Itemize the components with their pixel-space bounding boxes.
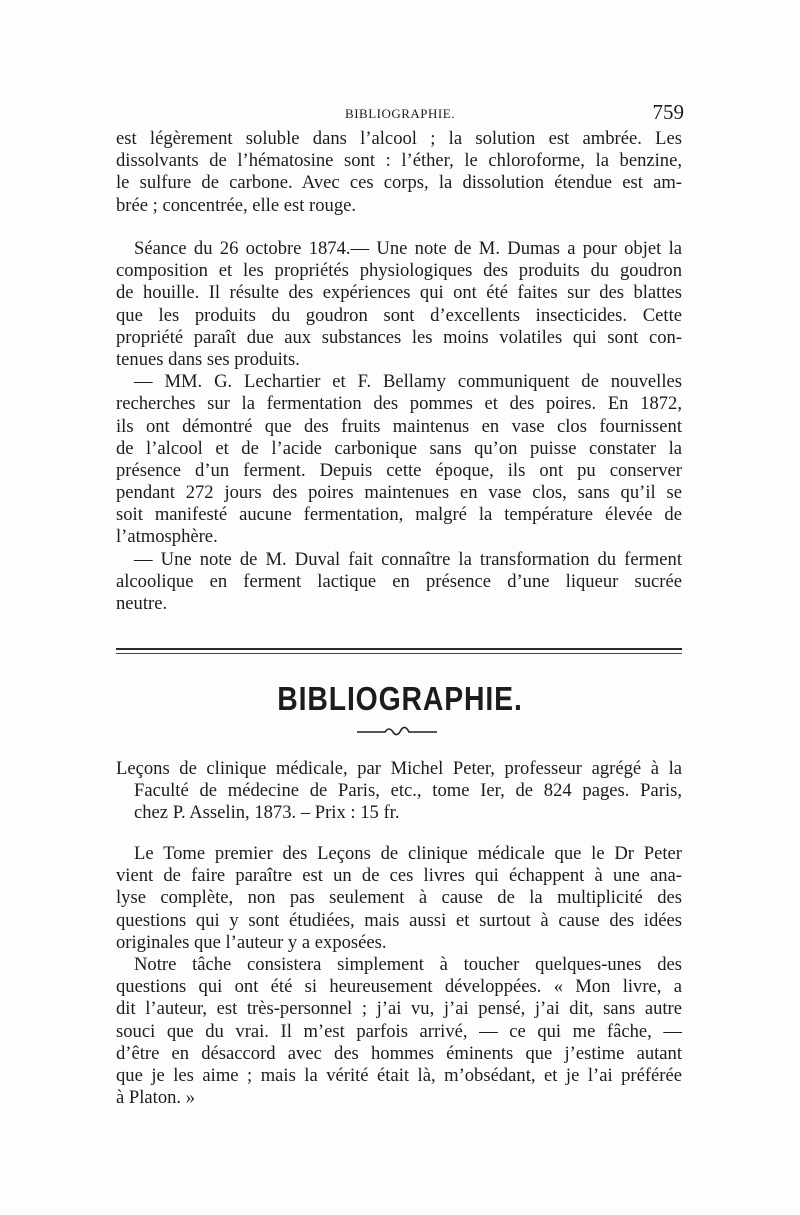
text-line: lyse complète, non pas seulement à cause de la multiplicité des [116, 887, 682, 909]
text-line: Le Tome premier des Leçons de clinique médicale que le Dr Peter [134, 843, 682, 864]
text-line: tenues dans ses produits. [116, 348, 300, 370]
citation [116, 758, 682, 825]
text-line: Notre tâche consistera simplement à toucher quelques-unes des [134, 953, 682, 975]
text-line: brée ; concentrée, elle est rouge. [116, 194, 357, 216]
citation-line: chez P. Asselin, 1873. – Prix : 15 fr. [134, 802, 400, 824]
text-line: de houille. Il résulte des expériences qui ont été faites sur des blattes [116, 282, 682, 304]
text-line: l’atmosphère. [116, 526, 218, 548]
text-line: soit manifesté aucune fermentation, malgré la température élevée de [116, 504, 682, 526]
text-line: — Une note de M. Duval fait connaître la transformation du ferment [134, 548, 682, 570]
text-line: souci que du vrai. Il m’est parfois arrivé, — ce qui me fâche, — [116, 1020, 682, 1042]
running-title: BIBLIOGRAPHIE. [345, 106, 455, 121]
text-line: que les produits du goudron sont d’excellents insecticides. Cette [116, 304, 682, 326]
text-line: vient de faire paraître est un de ces livres qui échappent à une ana- [116, 865, 682, 887]
paragraph-hematosine [116, 128, 682, 217]
text-line: recherches sur la fermentation des pommes et des poires. En 1872, [116, 393, 682, 415]
text-line: neutre. [116, 593, 168, 614]
text-line: pendant 272 jours des poires maintenues en vase clos, sans qu’il se [116, 482, 682, 504]
section-heading: BIBLIOGRAPHIE. [277, 680, 523, 717]
text-line: de l’alcool et de l’acide carbonique sans qu’on puisse constater la [116, 437, 682, 459]
paragraph-review [116, 843, 682, 1109]
text-line: dissolvants de l’hématosine sont : l’éther, le chloroforme, la benzine, [116, 150, 682, 172]
text-line: — MM. G. Lechartier et F. Bellamy communiquent de nouvelles [134, 371, 682, 393]
citation-line: Leçons de clinique médicale, par Michel Peter, professeur agrégé à la [116, 758, 682, 779]
text-line: questions qui ont été si heureusement développées. « Mon livre, a [116, 976, 682, 998]
text-line: ils ont démontré que des fruits maintenus en vase clos fournissent [116, 415, 682, 437]
running-head [116, 100, 684, 124]
rule-thin [116, 653, 682, 654]
text-line: Séance du 26 octobre 1874.— Une note de M. Dumas a pour objet la [134, 238, 682, 259]
text-line: propriété paraît due aux substances les moins volatiles qui sont con- [116, 326, 682, 348]
text-line: questions qui y sont étudiées, mais aussi et surtout à cause des idées [116, 909, 682, 931]
text-line: présence d’un ferment. Depuis cette époque, ils ont pu conserver [116, 459, 682, 481]
ornament-icon [355, 722, 439, 738]
text-line: composition et les propriétés physiologiques des produits du goudron [116, 260, 682, 282]
text-line: d’être en désaccord avec des hommes éminents que j’estime autant [116, 1042, 682, 1064]
text-line: alcoolique en ferment lactique en présence d’une liqueur sucrée [116, 570, 682, 592]
rule-thick [116, 648, 682, 650]
citation-line: Faculté de médecine de Paris, etc., tome Ier, de 824 pages. Paris, [134, 780, 682, 802]
text-line: le sulfure de carbone. Avec ces corps, la dissolution étendue est am- [116, 172, 682, 194]
section-divider [116, 648, 682, 654]
text-line: dit l’auteur, est très-personnel ; j’ai vu, j’ai pensé, j’ai dit, sans autre [116, 998, 682, 1020]
text-line: que je les aime ; mais la vérité était là, m’obsédant, et je l’ai préférée [116, 1064, 682, 1086]
text-line: est légèrement soluble dans l’alcool ; la solution est ambrée. Les [116, 128, 682, 149]
paragraph-seance [116, 238, 682, 615]
page-number: 759 [652, 100, 684, 124]
text-line: originales que l’auteur y a exposées. [116, 931, 387, 953]
text-line: à Platon. » [116, 1087, 196, 1109]
